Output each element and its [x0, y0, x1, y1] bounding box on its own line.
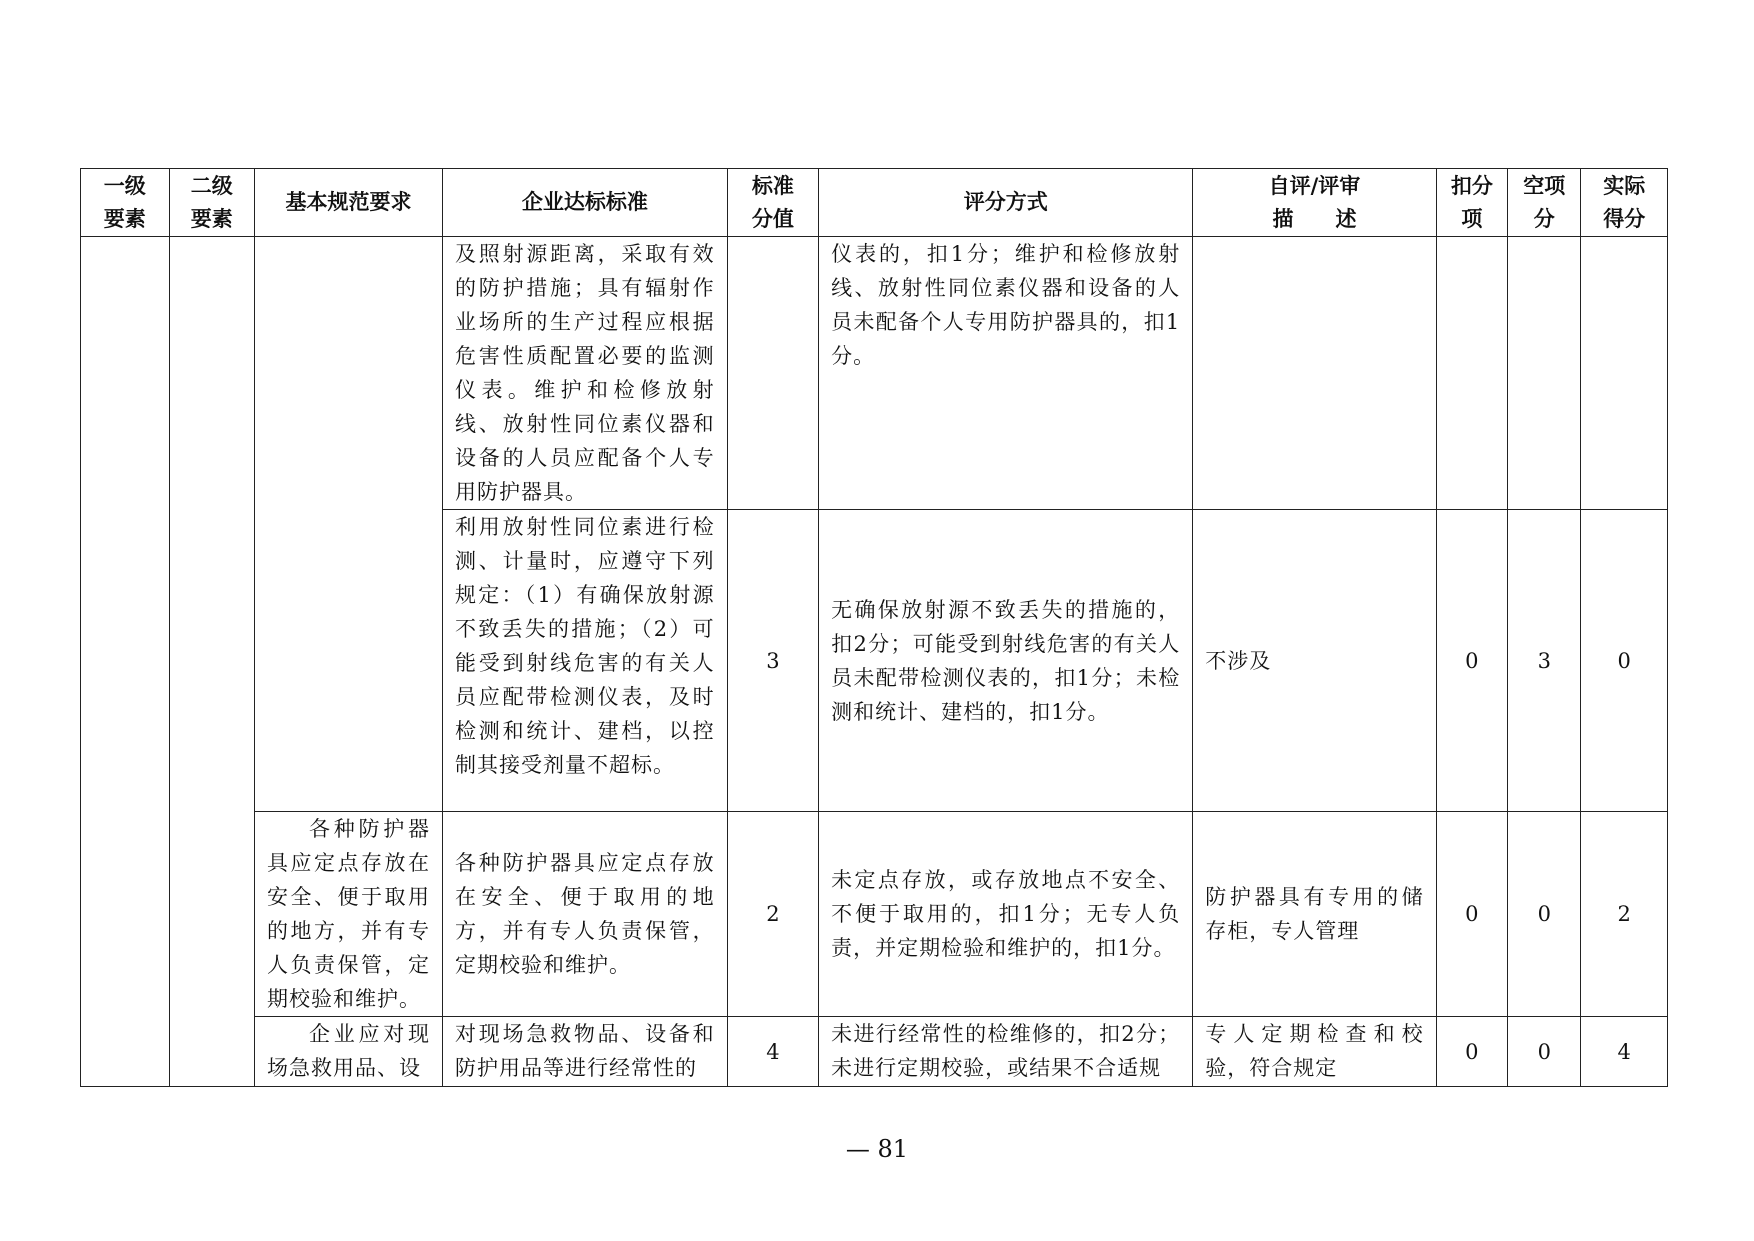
level2-cell — [169, 237, 254, 1087]
assessment-table — [80, 168, 1668, 1087]
level1-cell — [81, 237, 170, 1087]
actual-cell — [1581, 237, 1668, 510]
actual-cell: 4 — [1581, 1017, 1668, 1087]
header-enterprise-standard: 企业达标标准 — [443, 169, 728, 237]
scoring-cell: 仪表的，扣1分；维护和检修放射线、放射性同位素仪器和设备的人员未配备个人专用防护器具的，扣1分。 — [819, 237, 1193, 510]
standard-cell: 各种防护器具应定点存放在安全、便于取用的地方，并有专人负责保管，定期校验和维护。 — [443, 812, 728, 1017]
header-self-evaluation: 自评/评审 描 述 — [1193, 169, 1436, 237]
header-deduction: 扣分 项 — [1436, 169, 1507, 237]
table-row — [81, 812, 1668, 1017]
standard-cell: 及照射源距离，采取有效的防护措施；具有辐射作业场所的生产过程应根据危害性质配置必要的监测仪表。维护和检修放射线、放射性同位素仪器和设备的人员应配备个人专用防护器具。 — [443, 237, 728, 510]
std-score-cell — [727, 237, 819, 510]
basic-req-cell: 企业应对现场急救用品、设 — [254, 1017, 442, 1087]
self-eval-cell — [1193, 237, 1436, 510]
self-eval-cell: 专人定期检查和校验，符合规定 — [1193, 1017, 1436, 1087]
std-score-cell: 4 — [727, 1017, 819, 1087]
deduct-cell: 0 — [1436, 1017, 1507, 1087]
header-scoring-method: 评分方式 — [819, 169, 1193, 237]
scoring-cell: 未进行经常性的检维修的，扣2分；未进行定期校验，或结果不合适规 — [819, 1017, 1193, 1087]
header-empty-score: 空项 分 — [1508, 169, 1581, 237]
header-basic-requirements: 基本规范要求 — [254, 169, 442, 237]
header-actual-score: 实际 得分 — [1581, 169, 1668, 237]
std-score-cell: 3 — [727, 510, 819, 812]
scoring-cell: 未定点存放，或存放地点不安全、不便于取用的，扣1分；无专人负责，并定期检验和维护的，扣1分。 — [819, 812, 1193, 1017]
self-eval-cell: 不涉及 — [1193, 510, 1436, 812]
basic-req-cell — [254, 237, 442, 812]
empty-cell: 3 — [1508, 510, 1581, 812]
header-row — [81, 169, 1668, 237]
scoring-cell: 无确保放射源不致丢失的措施的，扣2分；可能受到射线危害的有关人员未配带检测仪表的，扣1分；未检测和统计、建档的，扣1分。 — [819, 510, 1193, 812]
standard-cell: 利用放射性同位素进行检测、计量时，应遵守下列规定：（1）有确保放射源不致丢失的措施；（2）可能受到射线危害的有关人员应配带检测仪表，及时检测和统计、建档，以控制其接受剂量不超标。 — [443, 510, 728, 812]
empty-cell — [1508, 237, 1581, 510]
header-standard-score: 标准 分值 — [727, 169, 819, 237]
empty-cell: 0 — [1508, 812, 1581, 1017]
standard-cell: 对现场急救物品、设备和防护用品等进行经常性的 — [443, 1017, 728, 1087]
actual-cell: 0 — [1581, 510, 1668, 812]
deduct-cell: 0 — [1436, 812, 1507, 1017]
empty-cell: 0 — [1508, 1017, 1581, 1087]
page-number: — 81 — [845, 1135, 909, 1163]
table-row — [81, 237, 1668, 510]
std-score-cell: 2 — [727, 812, 819, 1017]
table-row — [81, 1017, 1668, 1087]
deduct-cell — [1436, 237, 1507, 510]
basic-req-cell: 各种防护器具应定点存放在安全、便于取用的地方，并有专人负责保管，定期校验和维护。 — [254, 812, 442, 1017]
self-eval-cell: 防护器具有专用的储存柜，专人管理 — [1193, 812, 1436, 1017]
deduct-cell: 0 — [1436, 510, 1507, 812]
header-level1: 一级 要素 — [81, 169, 170, 237]
actual-cell: 2 — [1581, 812, 1668, 1017]
header-level2: 二级 要素 — [169, 169, 254, 237]
